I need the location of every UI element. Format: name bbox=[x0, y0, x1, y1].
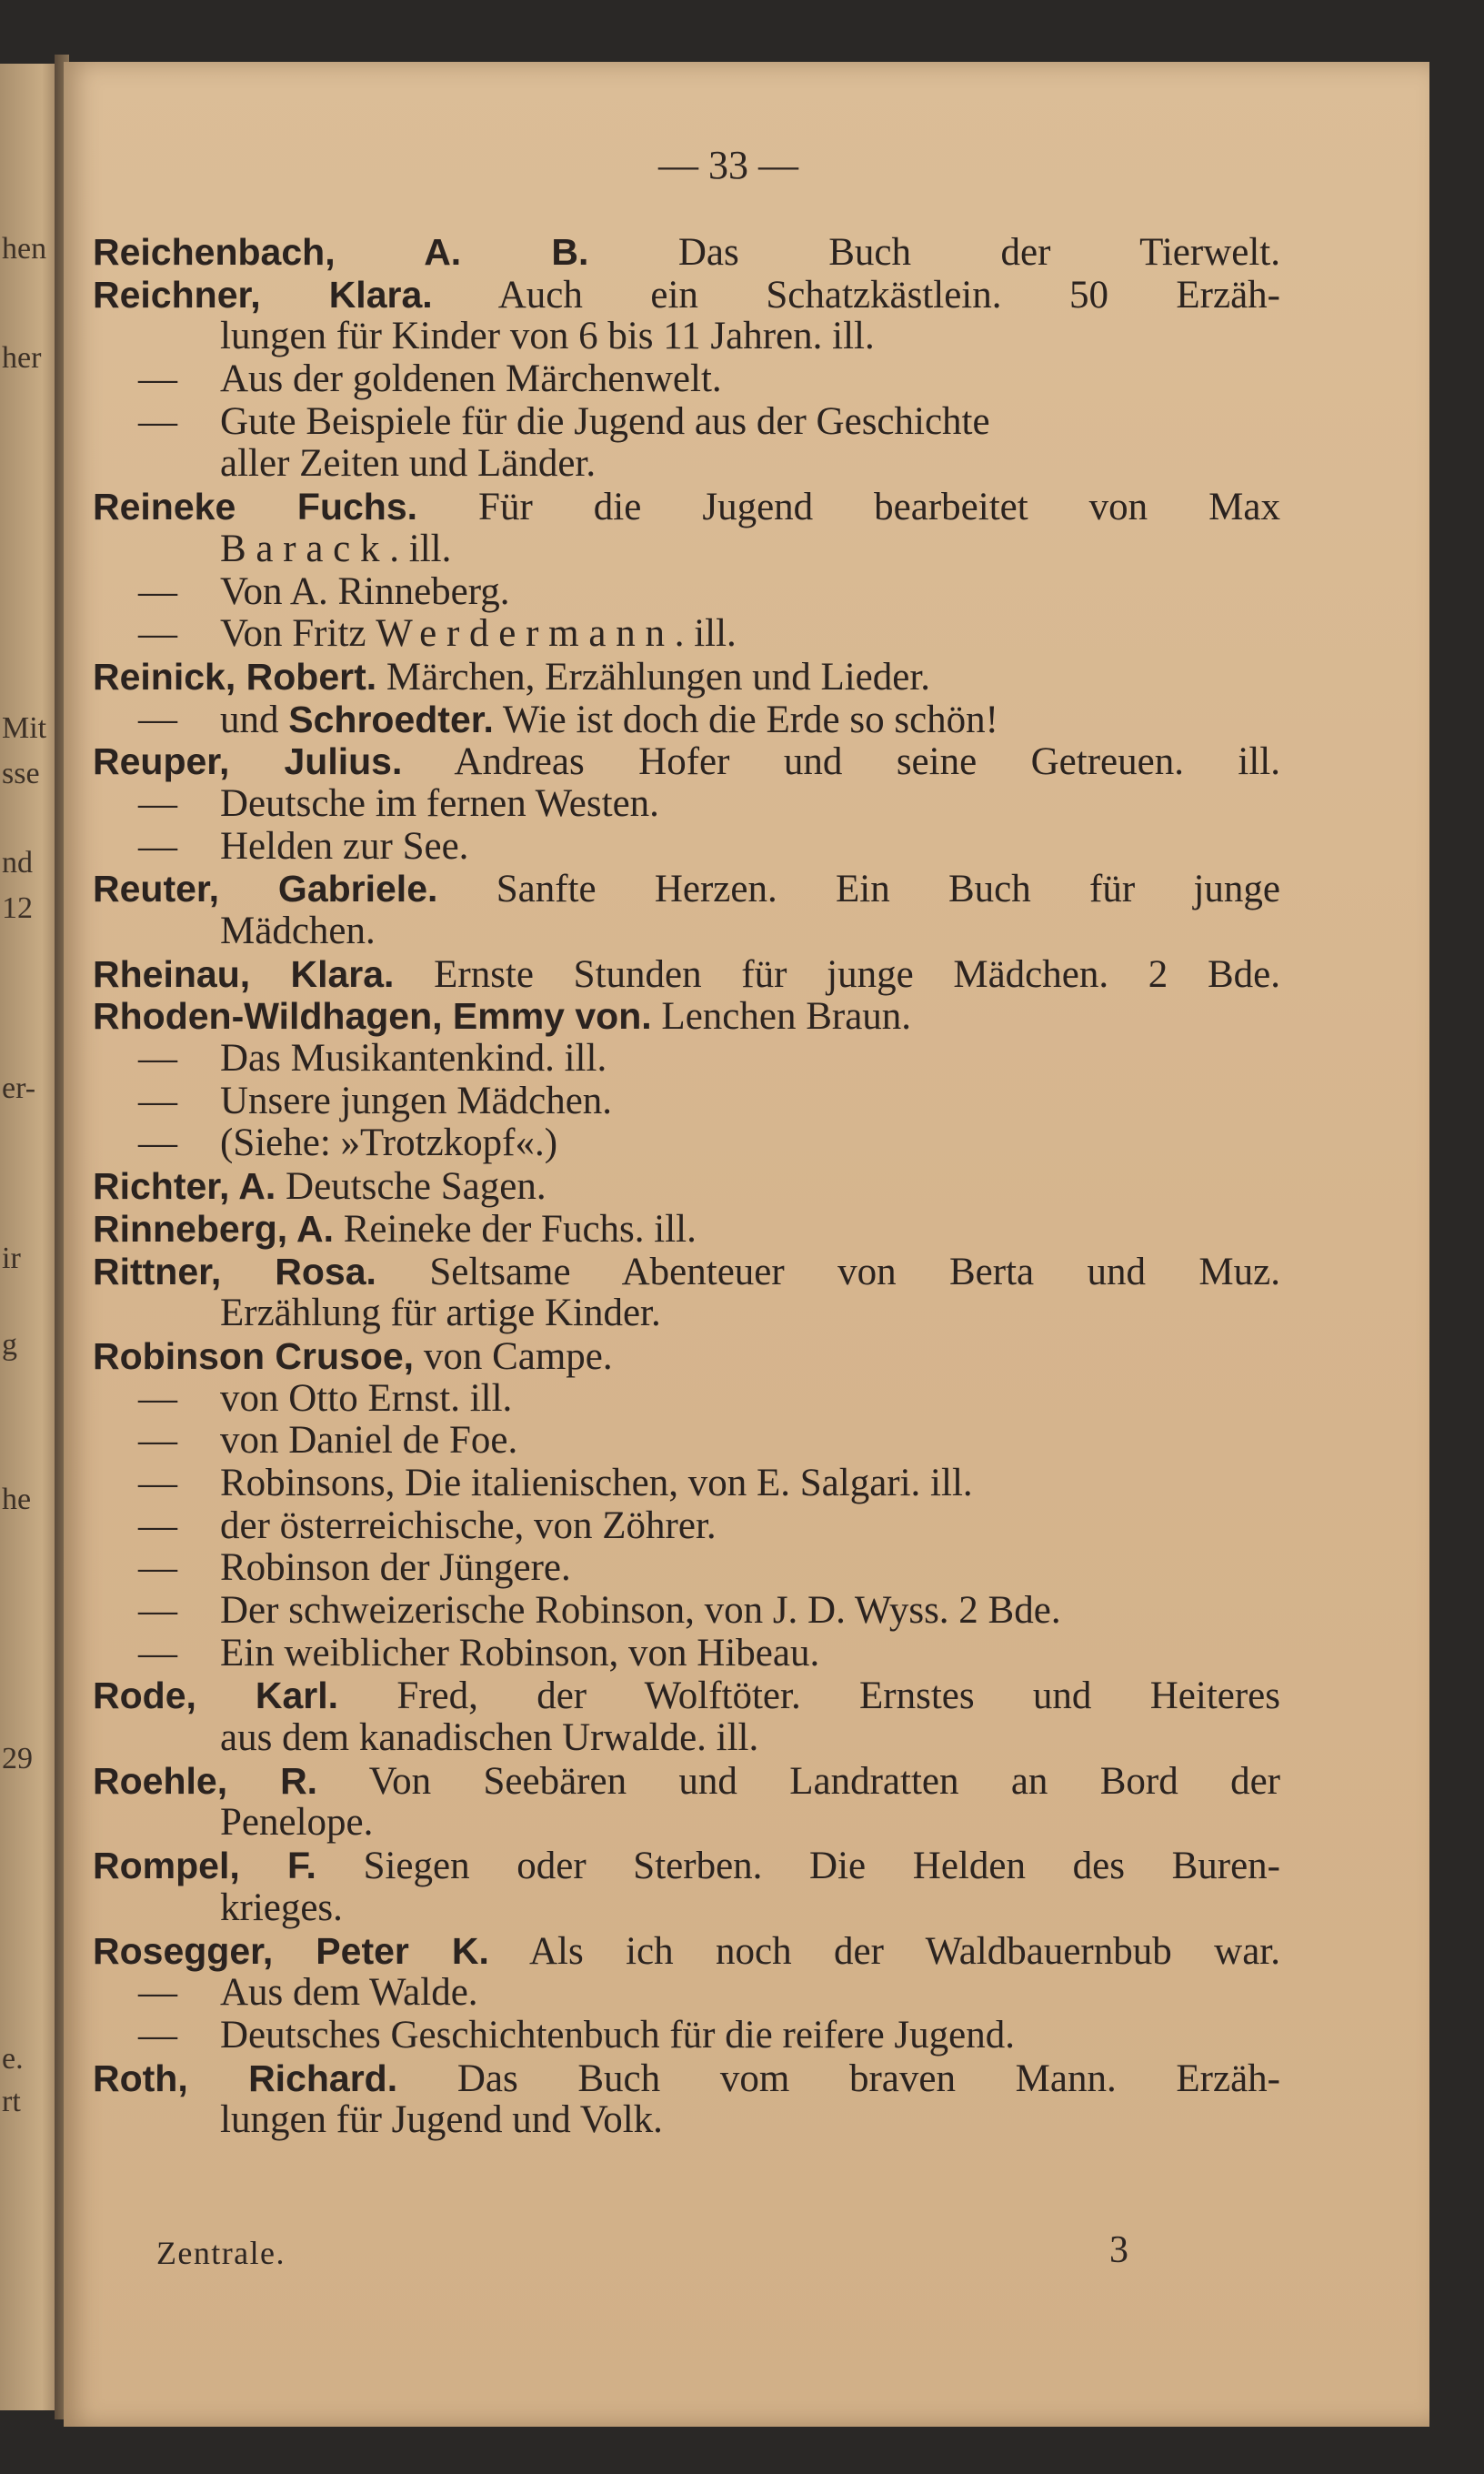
catalog-line bbox=[93, 1081, 1280, 1123]
printer-signature: Zentrale. bbox=[156, 2235, 286, 2271]
catalog-line bbox=[93, 1378, 1280, 1421]
entry-text: Das Buch vom braven Mann. Erzäh- bbox=[397, 2057, 1280, 2100]
entry-text: Unsere jungen Mädchen. bbox=[220, 1079, 613, 1122]
catalog-line bbox=[93, 1845, 1280, 1887]
catalog-line bbox=[93, 1463, 1280, 1505]
author-name: Schroedter. bbox=[288, 698, 494, 740]
ditto-dash: — bbox=[138, 399, 177, 443]
ditto-dash: — bbox=[138, 1037, 177, 1081]
catalog-line bbox=[93, 1505, 1280, 1548]
ditto-dash: — bbox=[138, 1631, 177, 1674]
catalog-line bbox=[93, 1335, 1280, 1378]
entry-text: Gute Beispiele für die Jugend aus der Geschichte bbox=[220, 399, 990, 443]
author-name: Richter, A. bbox=[93, 1165, 276, 1208]
catalog-line bbox=[93, 1760, 1280, 1803]
ditto-dash: — bbox=[138, 1589, 177, 1632]
entry-text: Das Musikantenkind. ill. bbox=[220, 1037, 607, 1081]
entry-text: Siegen oder Sterben. Die Helden des Buren- bbox=[316, 1845, 1280, 1888]
catalog-line bbox=[93, 1165, 1280, 1208]
catalog-line bbox=[93, 571, 1280, 614]
author-name: Roehle, R. bbox=[93, 1759, 318, 1802]
entry-text: Helden zur See. bbox=[220, 824, 469, 868]
catalog-line bbox=[93, 2057, 1280, 2100]
entry-text: Aus dem Walde. bbox=[220, 1971, 478, 2015]
entry-text: und bbox=[220, 698, 289, 741]
ditto-dash: — bbox=[138, 1376, 177, 1420]
author-name: Reinick, Robert. bbox=[93, 655, 377, 698]
ditto-dash: — bbox=[138, 781, 177, 825]
ditto-dash: — bbox=[138, 569, 177, 613]
ditto-dash: — bbox=[138, 1121, 177, 1165]
catalog-line bbox=[93, 613, 1280, 656]
previous-page-fragment: g bbox=[2, 1328, 17, 1362]
previous-page-fragment: ir bbox=[2, 1242, 21, 1275]
previous-page-fragment: sse bbox=[2, 757, 40, 790]
catalog-line bbox=[93, 528, 1280, 571]
previous-page-fragment: nd bbox=[2, 846, 33, 880]
previous-page-fragment: hen bbox=[2, 232, 47, 266]
entry-text: Robinsons, Die italienischen, von E. Salgari. ill. bbox=[220, 1461, 973, 1504]
ditto-dash: — bbox=[138, 1504, 177, 1547]
previous-page-fragment: her bbox=[2, 341, 42, 375]
ditto-dash: — bbox=[138, 2013, 177, 2057]
ditto-dash: — bbox=[138, 612, 177, 656]
author-name: Rode, Karl. bbox=[93, 1674, 338, 1717]
catalog-entries bbox=[93, 231, 1280, 2142]
author-name: Rompel, F. bbox=[93, 1845, 316, 1887]
ditto-dash: — bbox=[138, 1971, 177, 2015]
author-name: Reuper, Julius. bbox=[93, 740, 403, 783]
previous-page-fragment: he bbox=[2, 1483, 32, 1516]
entry-text: der österreichische, von Zöhrer. bbox=[220, 1504, 717, 1547]
previous-page-fragment: rt bbox=[2, 2085, 21, 2118]
catalog-line bbox=[93, 868, 1280, 910]
previous-page-fragment: e. bbox=[2, 2042, 24, 2076]
catalog-line bbox=[93, 1633, 1280, 1675]
entry-text: von Daniel de Foe. bbox=[220, 1419, 518, 1463]
entry-text: Andreas Hofer und seine Getreuen. ill. bbox=[402, 740, 1280, 784]
catalog-line bbox=[93, 783, 1280, 826]
author-name: Reuter, Gabriele. bbox=[93, 868, 438, 910]
entry-text: Von A. Rinneberg. bbox=[220, 569, 510, 613]
catalog-line bbox=[93, 1674, 1280, 1717]
ditto-dash: — bbox=[138, 1419, 177, 1463]
catalog-line bbox=[93, 953, 1280, 996]
entry-text: Wie ist doch die Erde so schön! bbox=[493, 698, 999, 741]
catalog-line bbox=[93, 1972, 1280, 2015]
entry-text: Von Seebären und Landratten an Bord der bbox=[317, 1759, 1280, 1803]
catalog-line bbox=[93, 826, 1280, 869]
entry-text: von Campe. bbox=[414, 1334, 613, 1378]
entry-text: Mädchen. bbox=[220, 910, 376, 952]
ditto-dash: — bbox=[138, 1461, 177, 1504]
previous-page-fragment: er- bbox=[2, 1071, 36, 1105]
entry-text: . ill. bbox=[674, 612, 737, 656]
catalog-line bbox=[93, 274, 1280, 317]
page-number: — 33 — bbox=[658, 143, 798, 187]
entry-text: lungen für Kinder von 6 bis 11 Jahren. ill. bbox=[220, 315, 875, 358]
ditto-dash: — bbox=[138, 824, 177, 868]
entry-text: Deutsches Geschichtenbuch für die reifere Jugend. bbox=[220, 2013, 1015, 2057]
entry-text: Erzählung für artige Kinder. bbox=[220, 1292, 661, 1335]
entry-text: Lenchen Braun. bbox=[651, 995, 912, 1039]
catalog-line bbox=[93, 1420, 1280, 1463]
author-name: Rheinau, Klara. bbox=[93, 952, 395, 995]
entry-text: Ernste Stunden für junge Mädchen. 2 Bde. bbox=[394, 952, 1280, 996]
author-name: Rittner, Rosa. bbox=[93, 1250, 376, 1292]
catalog-line bbox=[93, 443, 1280, 486]
entry-text: lungen für Jugend und Volk. bbox=[220, 2098, 663, 2142]
entry-text: aller Zeiten und Länder. bbox=[220, 442, 597, 486]
entry-text: Von Fritz bbox=[220, 612, 376, 656]
entry-text: Auch ein Schatzkästlein. 50 Erzäh- bbox=[432, 273, 1280, 317]
entry-text: Märchen, Erzählungen und Lieder. bbox=[376, 655, 931, 699]
catalog-line bbox=[93, 740, 1280, 783]
catalog-line bbox=[93, 1038, 1280, 1081]
catalog-line bbox=[93, 1292, 1280, 1335]
catalog-line bbox=[93, 231, 1280, 274]
catalog-line bbox=[93, 1122, 1280, 1165]
author-name: Robinson Crusoe, bbox=[93, 1334, 415, 1377]
entry-text: Aus der goldenen Märchenwelt. bbox=[220, 357, 722, 401]
spaced-name: Werdermann bbox=[376, 612, 675, 656]
previous-page-fragment: Mit bbox=[2, 711, 47, 745]
entry-text: Für die Jugend bearbeitet von Max bbox=[417, 486, 1281, 529]
catalog-line bbox=[93, 316, 1280, 358]
previous-page-edge bbox=[0, 64, 60, 2410]
previous-page-fragment: 12 bbox=[2, 891, 33, 925]
entry-text: Reineke der Fuchs. ill. bbox=[334, 1207, 697, 1251]
catalog-line bbox=[93, 1547, 1280, 1590]
catalog-line bbox=[93, 1717, 1280, 1760]
entry-text: Deutsche Sagen. bbox=[276, 1165, 546, 1209]
catalog-line bbox=[93, 358, 1280, 401]
catalog-line bbox=[93, 699, 1280, 741]
author-name: Rinneberg, A. bbox=[93, 1207, 334, 1250]
entry-text: von Otto Ernst. ill. bbox=[220, 1376, 513, 1420]
catalog-line bbox=[93, 1887, 1280, 1930]
entry-text: Als ich noch der Waldbauernbub war. bbox=[488, 1929, 1280, 1973]
spaced-name: Barack bbox=[220, 527, 390, 570]
entry-text: Der schweizerische Robinson, von J. D. Wyss. 2 Bde. bbox=[220, 1589, 1061, 1632]
entry-text: Robinson der Jüngere. bbox=[220, 1546, 571, 1590]
catalog-line bbox=[93, 910, 1280, 953]
catalog-line bbox=[93, 995, 1280, 1038]
entry-text: Penelope. bbox=[220, 1801, 374, 1845]
ditto-dash: — bbox=[138, 697, 177, 740]
entry-text: Das Buch der Tierwelt. bbox=[588, 231, 1280, 274]
entry-text: Deutsche im fernen Westen. bbox=[220, 781, 659, 825]
catalog-line bbox=[93, 2099, 1280, 2142]
catalog-line bbox=[93, 656, 1280, 699]
entry-text: Seltsame Abenteuer von Berta und Muz. bbox=[376, 1250, 1280, 1293]
signature-number: 3 bbox=[1109, 2229, 1128, 2271]
entry-text: aus dem kanadischen Urwalde. ill. bbox=[220, 1716, 759, 1760]
catalog-line bbox=[93, 1802, 1280, 1845]
catalog-line bbox=[93, 1590, 1280, 1633]
catalog-line bbox=[93, 1930, 1280, 1973]
book-page bbox=[64, 62, 1429, 2427]
ditto-dash: — bbox=[138, 1546, 177, 1590]
entry-text: krieges. bbox=[220, 1886, 343, 1929]
entry-text: (Siehe: »Trotzkopf«.) bbox=[220, 1121, 558, 1165]
author-name: Roth, Richard. bbox=[93, 2057, 398, 2099]
ditto-dash: — bbox=[138, 357, 177, 401]
author-name: Rhoden-Wildhagen, Emmy von. bbox=[93, 995, 652, 1038]
catalog-line bbox=[93, 401, 1280, 444]
catalog-line bbox=[93, 2015, 1280, 2057]
previous-page-fragment: 29 bbox=[2, 1742, 33, 1775]
entry-text: Fred, der Wolftöter. Ernstes und Heiteres bbox=[338, 1674, 1280, 1718]
catalog-line bbox=[93, 1251, 1280, 1293]
entry-text: Ein weiblicher Robinson, von Hibeau. bbox=[220, 1631, 820, 1674]
entry-text: Sanfte Herzen. Ein Buch für junge bbox=[437, 868, 1281, 911]
catalog-line bbox=[93, 1208, 1280, 1251]
catalog-line bbox=[93, 486, 1280, 528]
author-name: Reineke Fuchs. bbox=[93, 486, 418, 528]
author-name: Rosegger, Peter K. bbox=[93, 1929, 489, 1972]
entry-text: . ill. bbox=[389, 527, 452, 570]
ditto-dash: — bbox=[138, 1079, 177, 1122]
author-name: Reichner, Klara. bbox=[93, 273, 433, 316]
author-name: Reichenbach, A. B. bbox=[93, 231, 589, 273]
